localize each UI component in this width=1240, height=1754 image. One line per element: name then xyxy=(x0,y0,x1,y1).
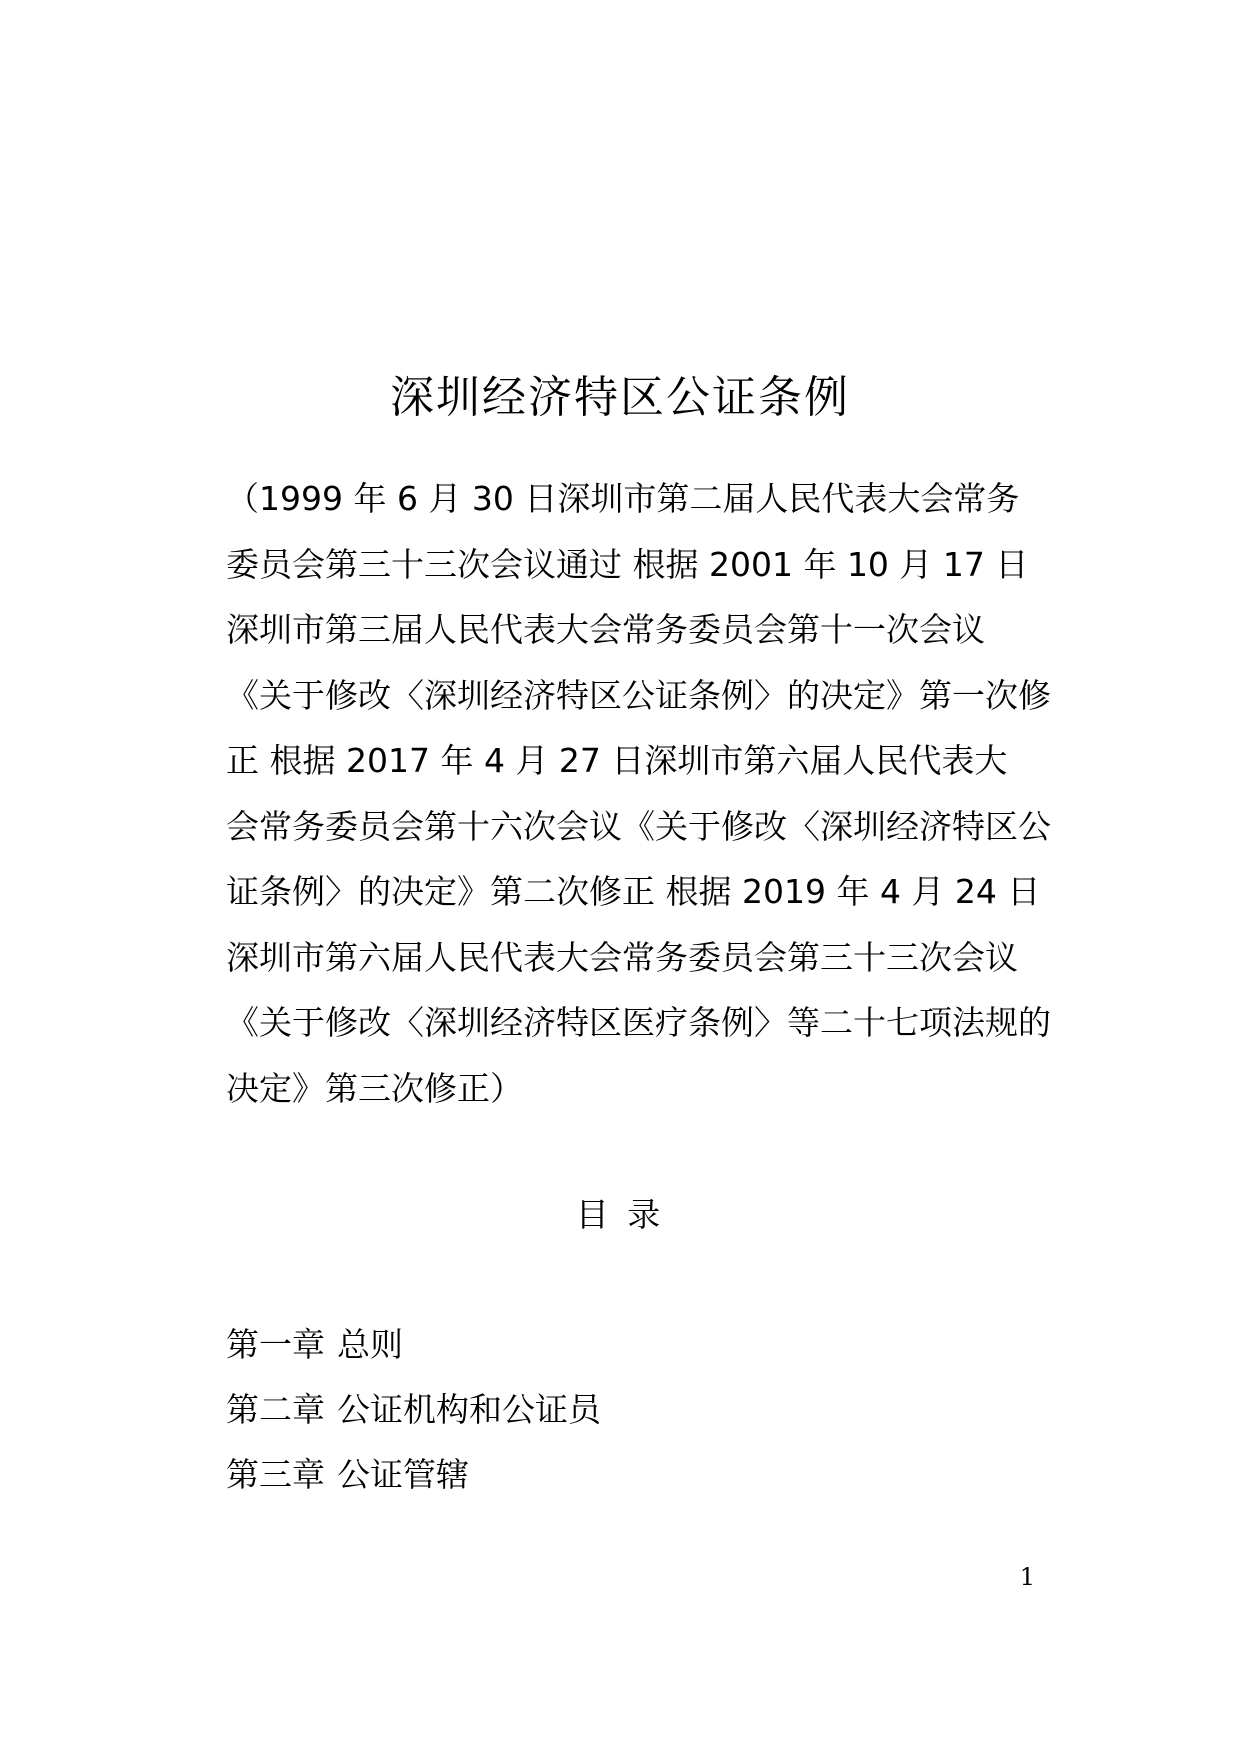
toc-chapter-number: 第二章 xyxy=(226,1390,325,1429)
history-line: 证条例〉的决定》第二次修正 根据 2019 年 4 月 24 日 xyxy=(226,872,1041,911)
legislative-history xyxy=(226,466,1051,1121)
history-line: 深圳市第六届人民代表大会常务委员会第三十三次会议 xyxy=(226,937,1018,977)
toc-item-chapter-1 xyxy=(226,1312,1026,1377)
history-line: 会常务委员会第十六次会议《关于修改〈深圳经济特区公 xyxy=(226,806,1051,846)
toc-chapter-title: 总则 xyxy=(337,1325,403,1364)
history-line: （1999 年 6 月 30 日深圳市第二届人民代表大会常务 xyxy=(226,479,1020,518)
history-line: 《关于修改〈深圳经济特区公证条例〉的决定》第一次修 xyxy=(226,675,1051,715)
page-number: 1 xyxy=(1019,1563,1035,1591)
history-line: 正 根据 2017 年 4 月 27 日深圳市第六届人民代表大 xyxy=(226,741,1008,780)
toc-item-chapter-3 xyxy=(226,1442,1026,1507)
table-of-contents xyxy=(226,1312,1026,1507)
history-line: 决定》第三次修正） xyxy=(226,1068,523,1108)
toc-chapter-title: 公证机构和公证员 xyxy=(337,1390,601,1429)
toc-chapter-number: 第一章 xyxy=(226,1325,325,1364)
toc-chapter-number: 第三章 xyxy=(226,1455,325,1494)
toc-chapter-title: 公证管辖 xyxy=(337,1455,469,1494)
document-title: 深圳经济特区公证条例 xyxy=(390,372,850,423)
toc-heading: 目 录 xyxy=(575,1195,665,1234)
toc-item-chapter-2 xyxy=(226,1377,1026,1442)
history-line: 深圳市第三届人民代表大会常务委员会第十一次会议 xyxy=(226,610,985,649)
history-line: 委员会第三十三次会议通过 根据 2001 年 10 月 17 日 xyxy=(226,544,1029,584)
history-line: 《关于修改〈深圳经济特区医疗条例〉等二十七项法规的 xyxy=(226,1003,1051,1042)
